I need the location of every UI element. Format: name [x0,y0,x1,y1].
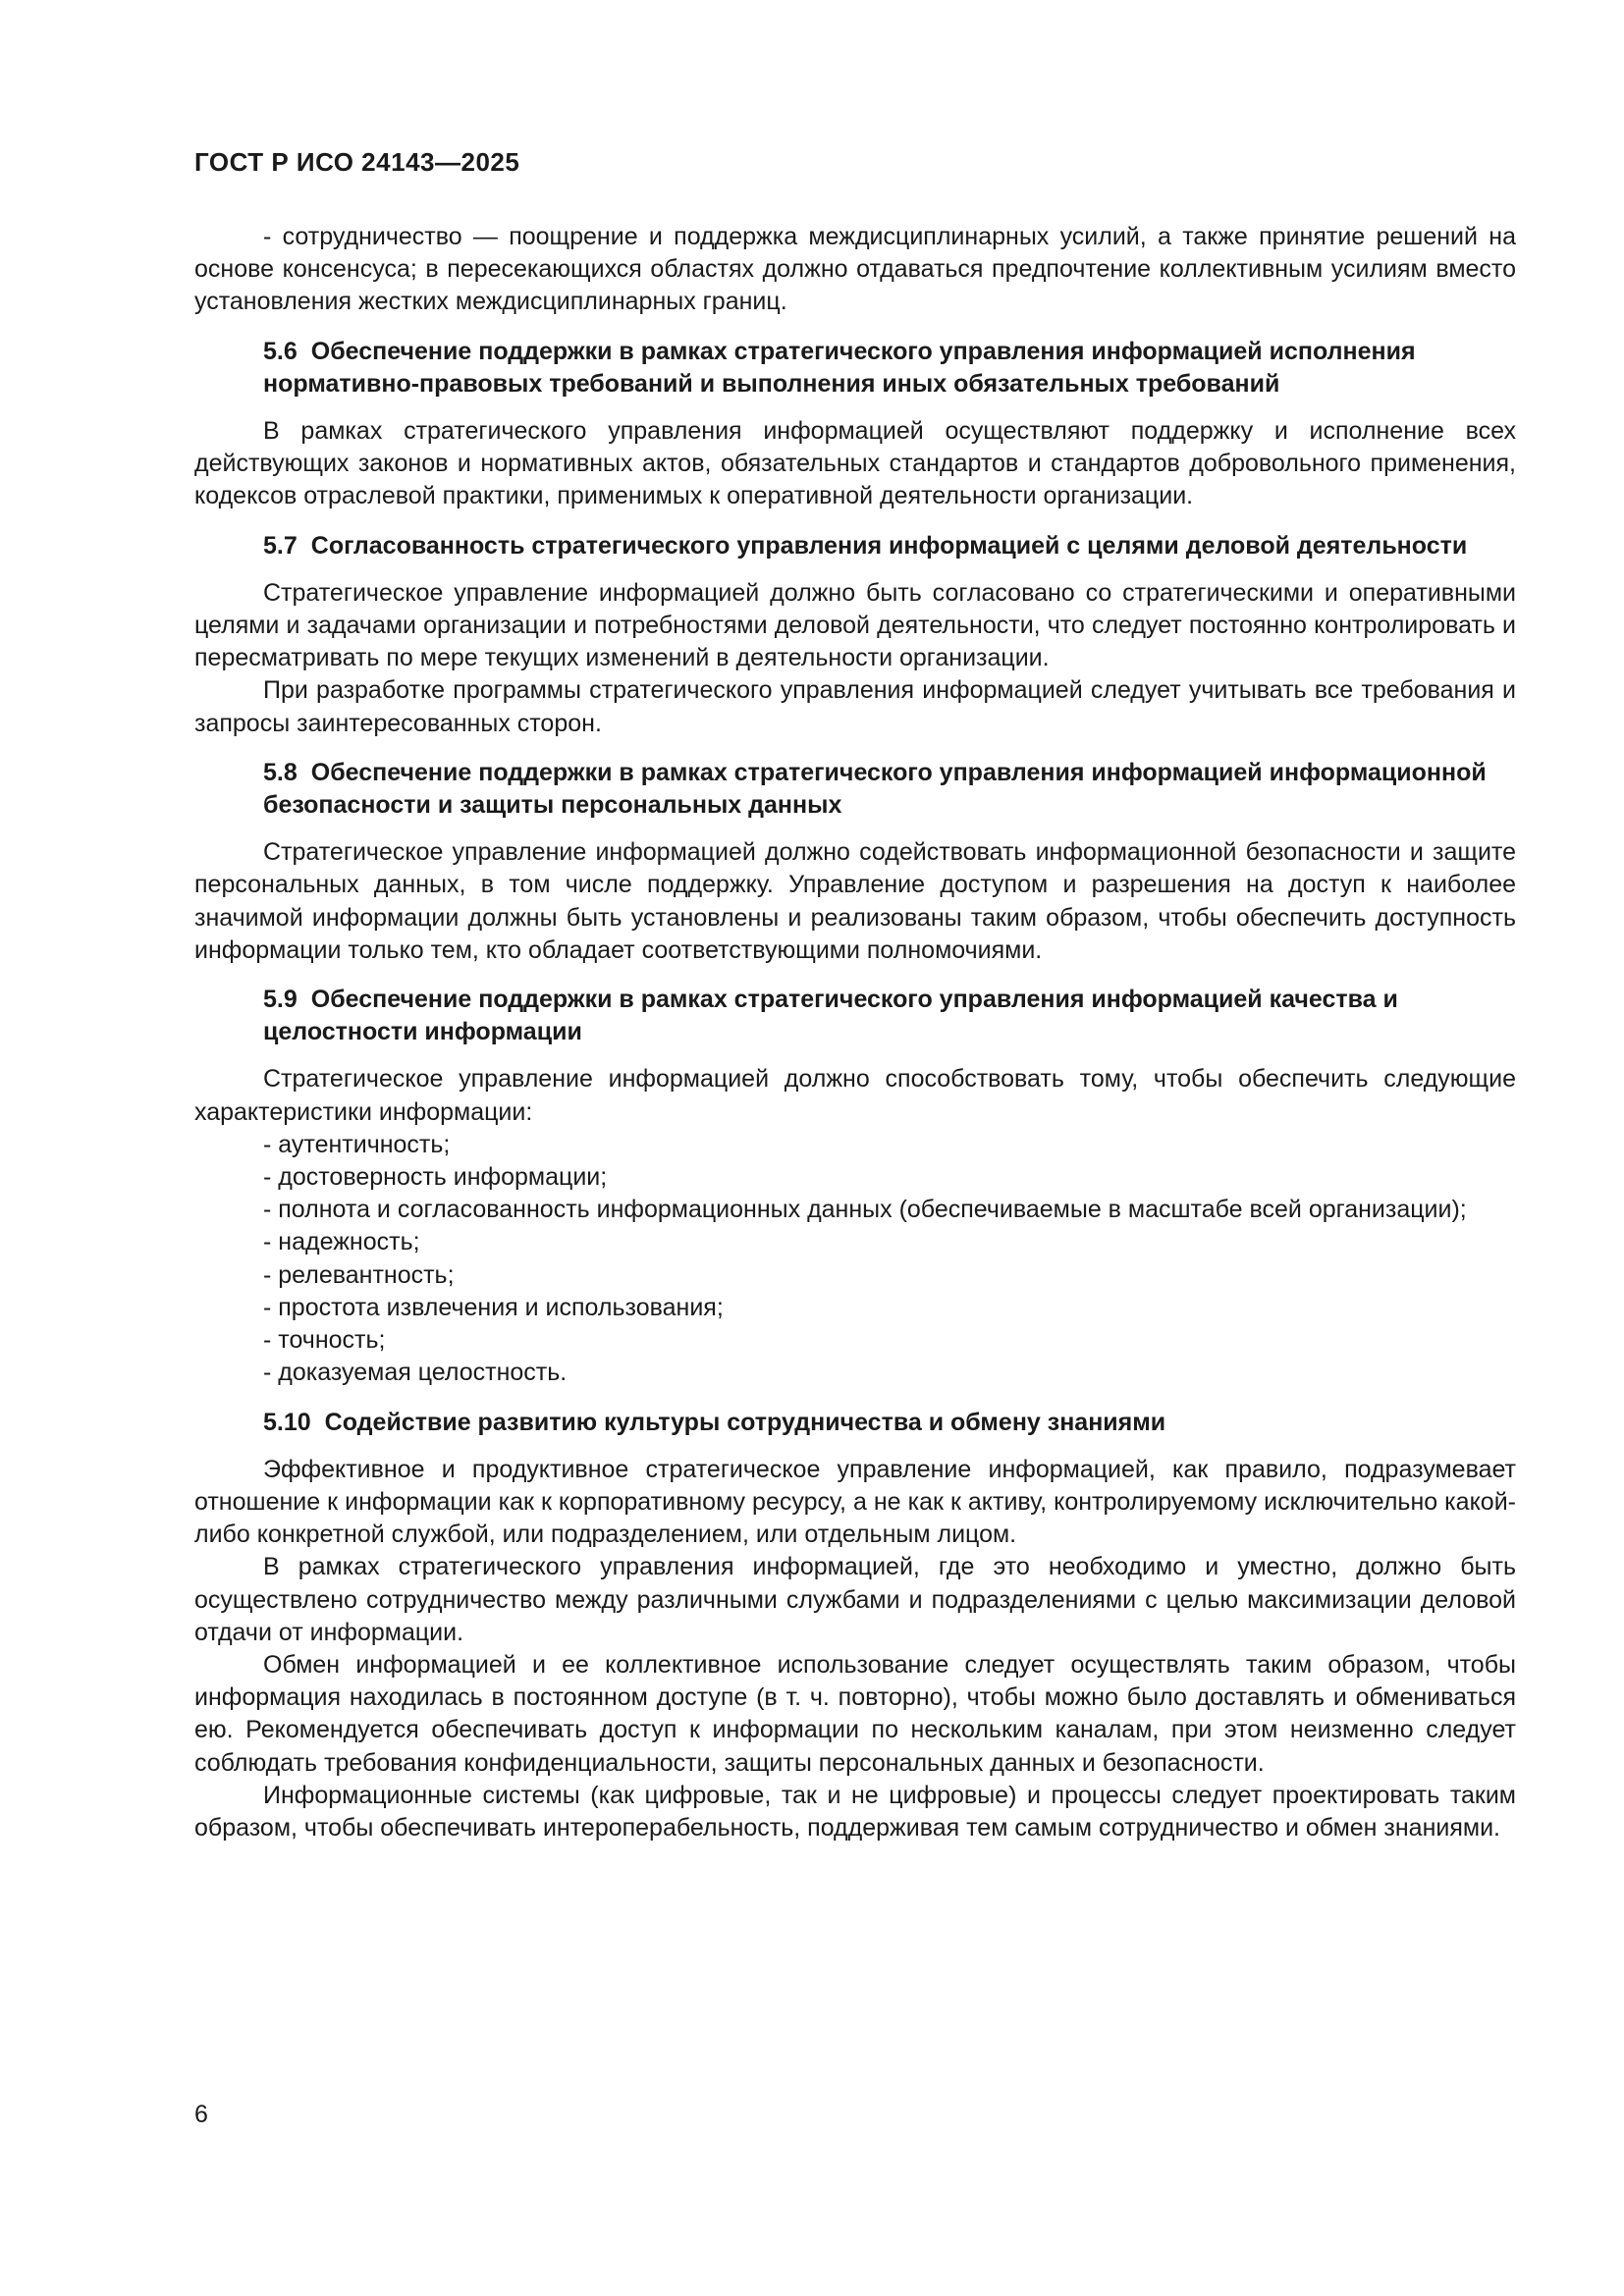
section-heading-5-9 [194,984,1516,1048]
section-number: 5.7 [263,531,298,560]
section-title: Согласованность стратегического управления информацией с целями деловой деятельности [310,531,1468,560]
list-item: - простота извлечения и использования; [263,1293,724,1321]
paragraph: Стратегическое управление информацией должно содействовать информационной безопасности и защите персональных данных, в том числе поддержку. Управление доступом и разрешения на доступ к наиболее значимой информации должны быть установлены и реализованы таким образом, чтобы обеспечить доступность информации только тем, кто обладает соответствующими полномочиями. [194,838,1516,964]
list-item: - релевантность; [263,1260,455,1289]
list-item: - достоверность информации; [263,1163,608,1192]
document-body [194,221,1516,1844]
list-item: - полнота и согласованность информационных данных (обеспечиваемые в масштабе всей организации); [263,1196,1467,1224]
section-heading-5-10 [194,1407,1516,1439]
paragraph: В рамках стратегического управления информацией осуществляют поддержку и исполнение всех действующих законов и нормативных актов, обязательных стандартов и стандартов добровольного применения, кодексов отраслевой практики, применимых к оперативной деятельности организации. [194,417,1516,510]
section-heading-5-6 [194,336,1516,400]
section-number: 5.9 [263,986,298,1014]
list-item: - точность; [263,1326,386,1355]
list-item: - надежность; [263,1228,420,1256]
section-number: 5.8 [263,758,298,786]
paragraph: В рамках стратегического управления информацией, где это необходимо и уместно, должно быть осуществлено сотрудничество между различными службами и подразделениями с целью максимизации деловой отдачи от информации. [194,1553,1516,1646]
paragraph: Обмен информацией и ее коллективное использование следует осуществлять таким образом, чтобы информация находилась в постоянном доступе (в т. ч. повторно), чтобы можно было доставлять и обмениваться ею. Рекомендуется обеспечивать доступ к информации по нескольким каналам, при этом неизменно следует соблюдать требования конфиденциальности, защиты персональных данных и безопасности. [194,1650,1516,1777]
paragraph: Эффективное и продуктивное стратегическое управление информацией, как правило, подразумевает отношение к информации как к корпоративному ресурсу, а не как к активу, контролируемому исключительно какой-либо конкретной службой, или подразделением, или отдельным лицом. [194,1455,1516,1549]
list-item: - аутентичность; [263,1130,451,1158]
paragraph: Стратегическое управление информацией должно способствовать тому, чтобы обеспечить следующие характеристики информации: [194,1065,1516,1126]
paragraph: При разработке программы стратегического управления информацией следует учитывать все требования и запросы заинтересованных сторон. [194,676,1516,737]
section-number: 5.10 [263,1408,311,1436]
paragraph: Информационные системы (как цифровые, так и не цифровые) и процессы следует проектировать таким образом, чтобы обеспечивать интероперабельность, поддерживая тем самым сотрудничество и обмен знаниями. [194,1781,1516,1842]
intro-paragraph: - сотрудничество — поощрение и поддержка междисциплинарных усилий, а также принятие решений на основе консенсуса; в пересекающихся областях должно отдаваться предпочтение коллективным усилиям вместо установления жестких междисциплинарных границ. [194,223,1516,316]
document-header: ГОСТ Р ИСО 24143—2025 [194,147,520,177]
section-title: Содействие развитию культуры сотрудничества и обмену знаниями [324,1408,1166,1436]
section-title: Обеспечение поддержки в рамках стратегического управления информацией информационной безопасности и защиты персональных данных [263,758,1487,820]
section-heading-5-7 [194,530,1516,562]
section-heading-5-8 [194,757,1516,822]
paragraph: Стратегическое управление информацией должно быть согласовано со стратегическими и оперативными целями и задачами организации и потребностями деловой деятельности, что следует постоянно контролировать и пересматривать по мере текущих изменений в деятельности организации. [194,578,1516,672]
page-number: 6 [194,2101,208,2128]
list-item: - доказуемая целостность. [263,1359,568,1387]
section-title: Обеспечение поддержки в рамках стратегического управления информацией качества и целостности информации [263,986,1398,1046]
section-number: 5.6 [263,337,298,365]
section-title: Обеспечение поддержки в рамках стратегического управления информацией исполнения нормативно-правовых требований и выполнения иных обязательных требований [263,337,1416,398]
